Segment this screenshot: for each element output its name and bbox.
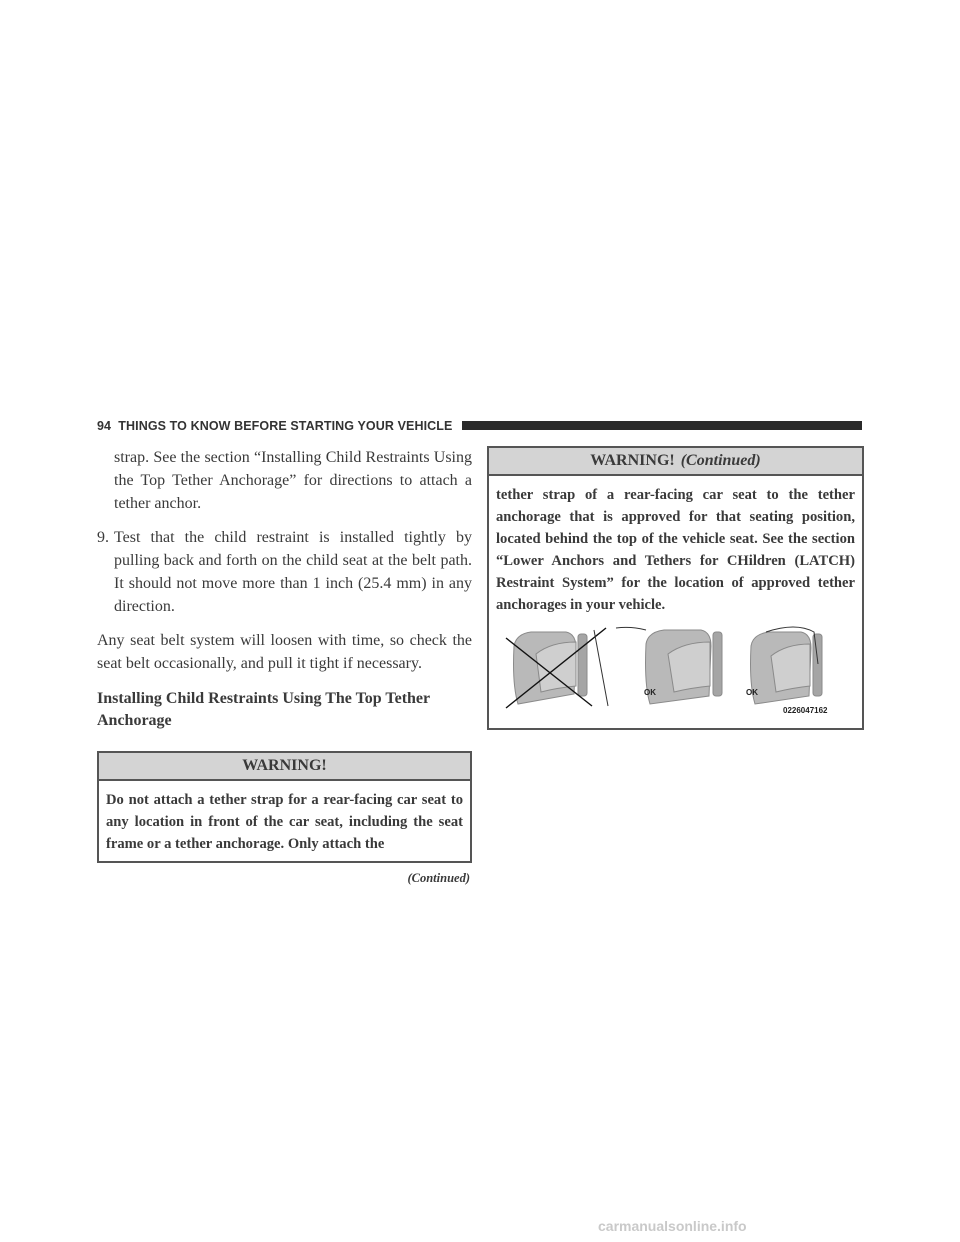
section-subheading: Installing Child Restraints Using The Top Tether Anchorage [97, 690, 430, 729]
ok-label-1: OK [644, 688, 656, 697]
warning-text: tether strap of a rear-facing car seat to the tether anchorage that is approved for that seating position, located behind the top of the vehicle seat. See the section “Lower Anchors and Tethers for CHildren (LATCH) Restraint System” for the location of approved tether anchorages in your vehicle. [496, 487, 855, 613]
seat-ok-1 [646, 630, 723, 704]
continued-paragraph: strap. See the section “Installing Child Restraints Using the Top Tether Anchorage” for directions to attach a tether anchor. [114, 449, 472, 512]
warning-box [97, 751, 472, 863]
section-title: THINGS TO KNOW BEFORE STARTING YOUR VEHICLE [118, 419, 453, 433]
ok-label-2: OK [746, 688, 758, 697]
page-header [97, 418, 452, 434]
header-rule [462, 421, 862, 430]
list-item-9 [97, 526, 472, 618]
body-paragraph: Any seat belt system will loosen with time, so check the seat belt occasionally, and pull it tight if necessary. [97, 632, 472, 672]
warning-header [489, 448, 862, 476]
tether-illustration [496, 624, 859, 720]
list-item-number: 9. [97, 529, 109, 546]
warning-title: WARNING! [242, 757, 327, 774]
watermark: carmanualsonline.info [598, 1218, 747, 1234]
warning-title: WARNING! [590, 452, 675, 469]
list-item-text: Test that the child restraint is installed tightly by pulling back and forth on the child seat at the belt path. It should not move more than 1 inch (25.4 mm) in any direction. [114, 529, 472, 615]
right-column [487, 446, 864, 730]
page-number: 94 [97, 419, 112, 433]
warning-text: Do not attach a tether strap for a rear-facing car seat to any location in front of the car seat, including the seat frame or a tether anchorage. Only attach the [106, 792, 463, 852]
seat-ok-2 [751, 632, 823, 704]
figure-id: 0226047162 [783, 706, 828, 715]
left-column [97, 446, 472, 886]
warning-continued-label: (Continued) [680, 452, 761, 469]
warning-header [99, 753, 470, 781]
continued-label: (Continued) [407, 871, 470, 885]
warning-box-continued [487, 446, 864, 730]
